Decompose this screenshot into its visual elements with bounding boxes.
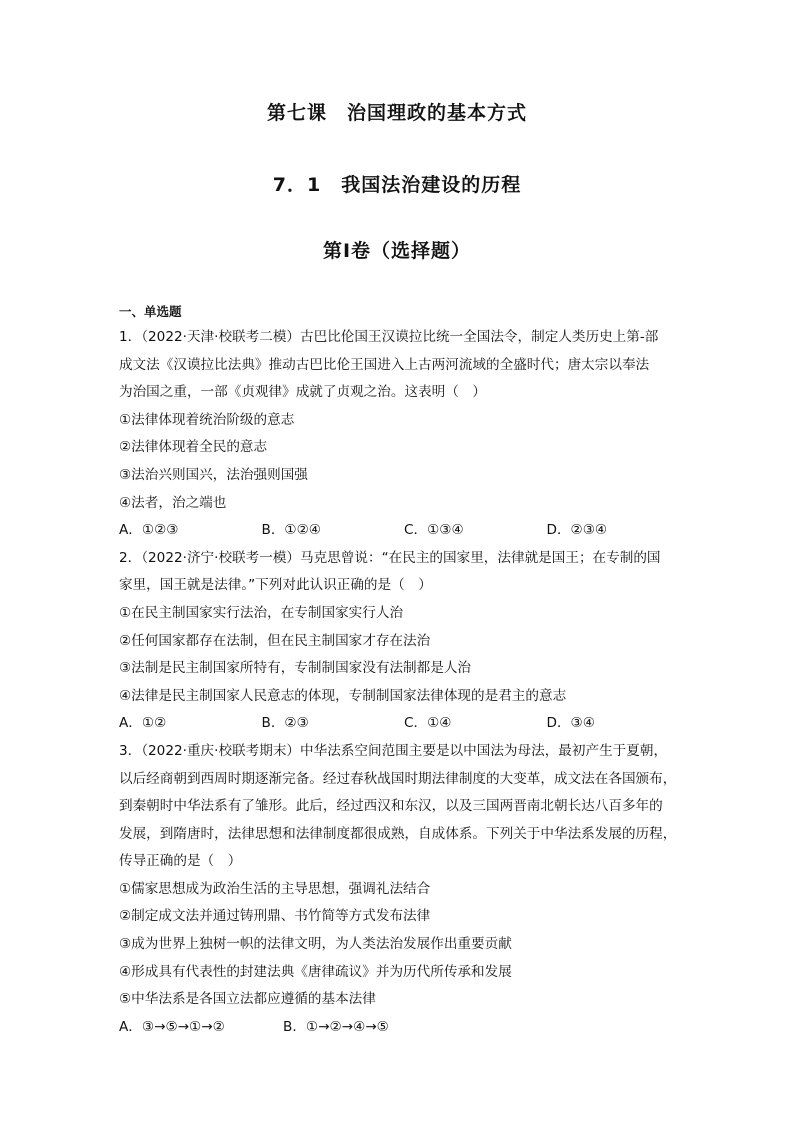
lesson-title: 第七课 治国理政的基本方式 <box>266 102 527 124</box>
question-stem-line: 传导正确的是（ ） <box>119 853 242 870</box>
question-stem-line: 1．（2022·天津·校联考二模）古巴比伦国王汉谟拉比统一全国法令，制定人类历史上第-部 <box>119 329 659 345</box>
statement-item: ⑤中华法系是各国立法都应遵循的基本法律 <box>119 991 376 1008</box>
question-stem-line: 到秦朝时中华法系有了雏形。此后，经过西汉和东汉，以及三国两晋南北朝长达八百多年的 <box>119 798 663 815</box>
option-b: B．①②④ <box>261 522 321 539</box>
question-stem-line: 以后经商朝到西周时期逐渐完备。经过春秋战国时期法律制度的大变革，成文法在各国颁布， <box>119 770 677 787</box>
statement-item: ①儒家思想成为政治生活的主导思想，强调礼法结合 <box>119 880 431 897</box>
option-c: C．①③④ <box>404 522 464 539</box>
section-label: 一、单选题 <box>119 304 182 319</box>
statement-item: ③法治兴则国兴，法治强则国强 <box>119 466 308 483</box>
option-c: C．①④ <box>404 715 452 732</box>
question-list <box>119 300 689 1041</box>
question-stem-line: 家里，国王就是法律。”下列对此认识正确的是（ ） <box>119 577 432 594</box>
option-a: A．①②③ <box>119 522 179 539</box>
option-b: B．①→②→④→⑤ <box>283 1018 389 1035</box>
statement-item: ②制定成文法并通过铸刑鼎、书竹简等方式发布法律 <box>119 908 431 925</box>
option-a: A．①② <box>119 715 167 732</box>
answer-options <box>119 1014 689 1042</box>
question-3 <box>119 738 689 1042</box>
section-title: 7．1 我国法治建设的历程 <box>272 174 522 196</box>
option-d: D．②③④ <box>546 522 608 539</box>
statement-item: ①法律体现着统治阶级的意志 <box>119 411 295 428</box>
statement-item: ②任何国家都存在法制，但在民主制国家才存在法治 <box>119 632 431 649</box>
question-stem-line: 为治国之重，一部《贞观律》成就了贞观之治。这表明（ ） <box>119 384 487 401</box>
option-d: D．③④ <box>546 715 595 732</box>
statement-item: ②法律体现着全民的意志 <box>119 439 268 456</box>
question-1 <box>119 324 689 545</box>
option-b: B．②③ <box>261 715 309 732</box>
statement-item: ④法律是民主制国家人民意志的体现，专制制国家法律体现的是君主的意志 <box>119 687 567 704</box>
question-2 <box>119 545 689 738</box>
question-stem-line: 发展，到隋唐时，法律思想和法律制度都很成熟，自成体系。下列关于中华法系发展的历程， <box>119 825 677 842</box>
statement-item: ③法制是民主制国家所特有，专制制国家没有法制都是人治 <box>119 660 472 677</box>
option-a: A．③→⑤→①→② <box>119 1018 225 1035</box>
question-stem-line: 成文法《汉谟拉比法典》推动古巴比伦王国进入上古两河流域的全盛时代；唐太宗以奉法 <box>119 356 650 373</box>
answer-options <box>119 710 689 738</box>
answer-options <box>119 517 689 545</box>
statement-item: ④形成具有代表性的封建法典《唐律疏议》并为历代所传承和发展 <box>119 963 512 980</box>
volume-title: 第I卷（选择题） <box>322 240 472 262</box>
question-stem-line: 2．（2022·济宁·校联考一模）马克思曾说：“在民主的国家里，法律就是国王；在专制的国 <box>119 549 661 566</box>
statement-item: ④法者，治之端也 <box>119 494 227 511</box>
statement-item: ③成为世界上独树一帜的法律文明，为人类法治发展作出重要贡献 <box>119 936 512 953</box>
statement-item: ①在民主制国家实行法治，在专制国家实行人治 <box>119 604 404 621</box>
question-stem-line: 3．（2022·重庆·校联考期末）中华法系空间范围主要是以中国法为母法，最初产生于夏朝， <box>119 742 668 759</box>
